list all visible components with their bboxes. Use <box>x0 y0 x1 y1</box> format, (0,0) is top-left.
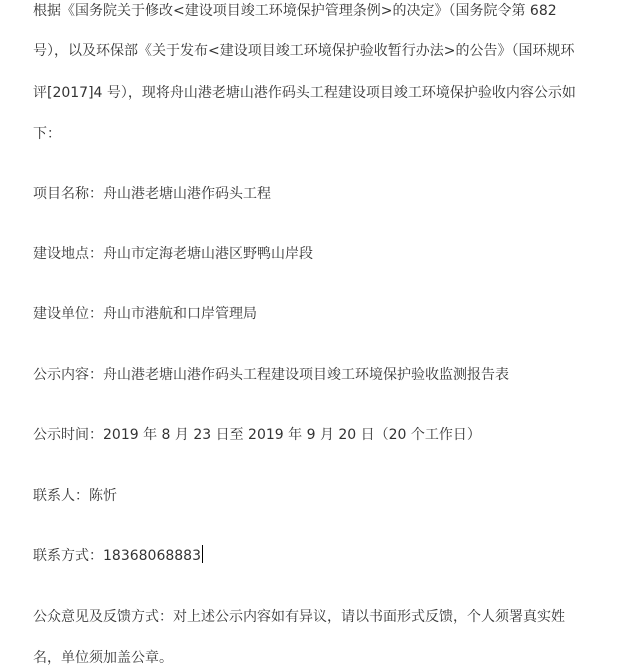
feedback-line-1: 公众意见及反馈方式：对上述公示内容如有异议，请以书面形式反馈，个人须署真实姓 <box>33 609 565 625</box>
intro-line-3: 评[2017]4 号），现将舟山港老塘山港作码头工程建设项目竣工环境保护验收内容公示如 <box>33 85 576 101</box>
contact-person: 联系人：陈忻 <box>33 488 117 504</box>
intro-line-1: 根据《国务院关于修改<建设项目竣工环境保护管理条例>的决定》（国务院令第 682 <box>33 3 557 19</box>
feedback-line-2: 名，单位须加盖公章。 <box>33 650 173 666</box>
announcement-period: 公示时间：2019 年 8 月 23 日至 2019 年 9 月 20 日（20 个工作日） <box>33 427 481 443</box>
construction-unit: 建设单位：舟山市港航和口岸管理局 <box>33 306 257 322</box>
intro-line-2: 号），以及环保部《关于发布<建设项目竣工环境保护验收暂行办法>的公告》（国环规环 <box>33 43 575 59</box>
contact-phone-row[interactable] <box>33 545 203 565</box>
project-name: 项目名称：舟山港老塘山港作码头工程 <box>33 186 271 202</box>
text-caret <box>202 545 203 563</box>
intro-line-4: 下： <box>33 126 61 142</box>
contact-phone: 联系方式：18368068883 <box>33 548 201 564</box>
announcement-content: 公示内容：舟山港老塘山港作码头工程建设项目竣工环境保护验收监测报告表 <box>33 367 509 383</box>
project-location: 建设地点：舟山市定海老塘山港区野鸭山岸段 <box>33 246 313 262</box>
